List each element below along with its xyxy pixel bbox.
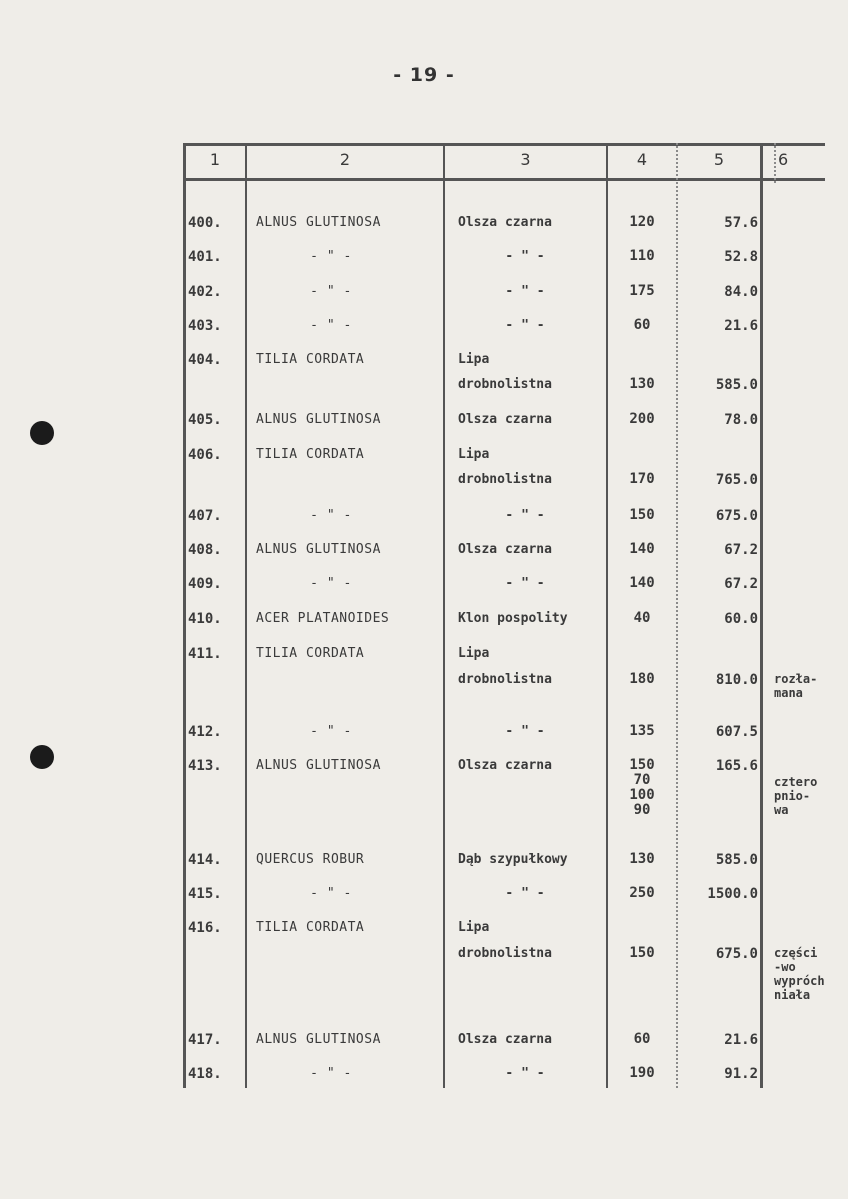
latin-name: ALNUS GLUTINOSA <box>256 542 381 557</box>
latin-name: - " - <box>310 1066 352 1081</box>
column-4-value: 130 <box>629 851 655 867</box>
polish-name: - " - <box>505 284 545 299</box>
row-number: 411. <box>188 646 222 662</box>
column-5-value: 67.2 <box>724 576 758 592</box>
row-number: 405. <box>188 412 222 428</box>
column-divider-5 <box>760 143 763 1088</box>
column-5-value: 810.0 <box>715 672 758 688</box>
polish-name: Dąb szypułkowy <box>458 852 568 867</box>
latin-name: - " - <box>310 249 352 264</box>
column-4-value: 200 <box>629 411 655 427</box>
column-4-value: 190 <box>629 1065 655 1081</box>
polish-name-line2: drobnolistna <box>458 377 552 392</box>
column-5-value: 52.8 <box>724 249 758 265</box>
row-number: 408. <box>188 542 222 558</box>
polish-name-line2: drobnolistna <box>458 946 552 961</box>
column-header-1: 1 <box>209 150 221 169</box>
column-header-6: 6 <box>778 150 789 169</box>
row-number: 412. <box>188 724 222 740</box>
page-number: - 19 - <box>393 64 455 86</box>
column-header-3: 3 <box>520 150 531 169</box>
polish-name: Olsza czarna <box>458 412 552 427</box>
column-5-value: 60.0 <box>724 611 758 627</box>
row-number: 415. <box>188 886 222 902</box>
column-5-value: 21.6 <box>724 1032 758 1048</box>
column-divider-2 <box>443 143 445 1088</box>
column-4-value: 140 <box>629 575 655 591</box>
column-5-value: 675.0 <box>715 508 758 524</box>
latin-name: ALNUS GLUTINOSA <box>256 758 381 773</box>
polish-name: Lipa <box>458 920 490 935</box>
polish-name-line2: drobnolistna <box>458 472 552 487</box>
column-4-value: 130 <box>629 376 655 392</box>
remark-note: cztero pnio- wa <box>774 775 818 817</box>
polish-name: Olsza czarna <box>458 758 552 773</box>
polish-name: Lipa <box>458 447 490 462</box>
column-divider-0 <box>183 143 186 1088</box>
punch-hole-top <box>30 421 54 445</box>
polish-name: - " - <box>505 724 545 739</box>
latin-name: TILIA CORDATA <box>256 447 365 462</box>
polish-name: - " - <box>505 886 545 901</box>
remark-note: części -wo wypróch niała <box>774 946 825 1002</box>
column-divider-1 <box>245 143 247 1088</box>
column-4-value: 150 70 100 90 <box>629 757 655 818</box>
column-4-value: 60 <box>633 317 651 333</box>
row-number: 417. <box>188 1032 222 1048</box>
latin-name: ALNUS GLUTINOSA <box>256 412 381 427</box>
polish-name-line2: drobnolistna <box>458 672 552 687</box>
column-4-value: 175 <box>629 283 655 299</box>
latin-name: ACER PLATANOIDES <box>256 611 390 626</box>
latin-name: ALNUS GLUTINOSA <box>256 215 381 230</box>
row-number: 410. <box>188 611 222 627</box>
column-4-value: 180 <box>629 671 655 687</box>
polish-name: - " - <box>505 576 545 591</box>
column-5-value: 607.5 <box>715 724 758 740</box>
column-4-value: 250 <box>629 885 655 901</box>
latin-name: TILIA CORDATA <box>256 646 365 661</box>
row-number: 400. <box>188 215 222 231</box>
polish-name: - " - <box>505 249 545 264</box>
column-4-value: 120 <box>629 214 655 230</box>
polish-name: - " - <box>505 508 545 523</box>
column-4-value: 170 <box>629 471 655 487</box>
header-bottom-rule <box>183 178 825 181</box>
polish-name: Olsza czarna <box>458 215 552 230</box>
table-top-rule <box>183 143 825 146</box>
row-number: 407. <box>188 508 222 524</box>
column-5-value: 585.0 <box>715 377 758 393</box>
row-number: 403. <box>188 318 222 334</box>
latin-name: - " - <box>310 508 352 523</box>
column-4-value: 150 <box>629 945 655 961</box>
latin-name: TILIA CORDATA <box>256 352 365 367</box>
row-number: 413. <box>188 758 222 774</box>
latin-name: - " - <box>310 724 352 739</box>
column-5-value: 91.2 <box>724 1066 758 1082</box>
polish-name: Lipa <box>458 646 490 661</box>
column-5-value: 67.2 <box>724 542 758 558</box>
latin-name: - " - <box>310 284 352 299</box>
column-4-value: 60 <box>633 1031 651 1047</box>
polish-name: Olsza czarna <box>458 542 552 557</box>
latin-name: - " - <box>310 318 352 333</box>
latin-name: - " - <box>310 886 352 901</box>
column-header-4: 4 <box>636 150 648 169</box>
punch-hole-bottom <box>30 745 54 769</box>
row-number: 418. <box>188 1066 222 1082</box>
polish-name: Olsza czarna <box>458 1032 552 1047</box>
column-5-value: 57.6 <box>724 215 758 231</box>
column-header-2: 2 <box>339 150 351 169</box>
row-number: 402. <box>188 284 222 300</box>
polish-name: - " - <box>505 318 545 333</box>
column-4-value: 135 <box>629 723 655 739</box>
column-5-value: 765.0 <box>715 472 758 488</box>
row-number: 404. <box>188 352 222 368</box>
column-header-5: 5 <box>713 150 725 169</box>
column-5-value: 78.0 <box>724 412 758 428</box>
column-4-value: 40 <box>633 610 651 626</box>
column-divider-6 <box>774 143 776 183</box>
column-5-value: 84.0 <box>724 284 758 300</box>
column-5-value: 1500.0 <box>707 886 758 902</box>
row-number: 416. <box>188 920 222 936</box>
row-number: 414. <box>188 852 222 868</box>
latin-name: TILIA CORDATA <box>256 920 365 935</box>
column-4-value: 140 <box>629 541 655 557</box>
row-number: 409. <box>188 576 222 592</box>
polish-name: Klon pospolity <box>458 611 568 626</box>
polish-name: - " - <box>505 1066 545 1081</box>
latin-name: QUERCUS ROBUR <box>256 852 365 867</box>
column-5-value: 675.0 <box>715 946 758 962</box>
remark-note: rozła- mana <box>774 672 818 700</box>
latin-name: ALNUS GLUTINOSA <box>256 1032 381 1047</box>
column-5-value: 21.6 <box>724 318 758 334</box>
row-number: 401. <box>188 249 222 265</box>
column-5-value: 585.0 <box>715 852 758 868</box>
polish-name: Lipa <box>458 352 490 367</box>
latin-name: - " - <box>310 576 352 591</box>
row-number: 406. <box>188 447 222 463</box>
column-5-value: 165.6 <box>715 758 758 774</box>
column-4-value: 110 <box>629 248 655 264</box>
column-4-value: 150 <box>629 507 655 523</box>
